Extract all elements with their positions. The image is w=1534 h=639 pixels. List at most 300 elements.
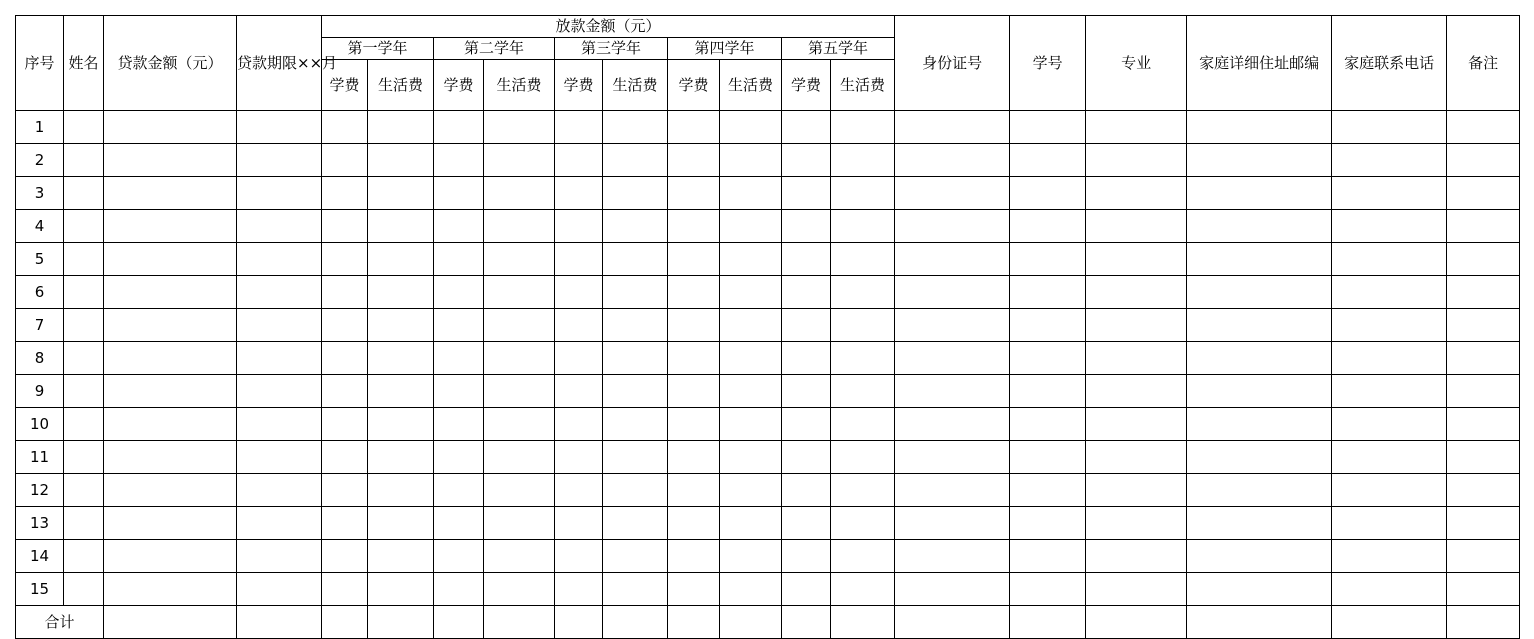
table-cell[interactable] bbox=[831, 210, 895, 243]
table-cell[interactable] bbox=[368, 309, 434, 342]
table-cell[interactable] bbox=[720, 474, 782, 507]
table-cell[interactable] bbox=[555, 441, 603, 474]
table-cell[interactable] bbox=[1332, 375, 1447, 408]
table-cell[interactable] bbox=[1332, 177, 1447, 210]
table-cell[interactable] bbox=[64, 441, 104, 474]
table-cell[interactable] bbox=[668, 144, 720, 177]
table-cell[interactable] bbox=[1086, 441, 1187, 474]
table-cell[interactable] bbox=[895, 144, 1010, 177]
table-cell[interactable] bbox=[1447, 507, 1520, 540]
table-cell[interactable] bbox=[1447, 210, 1520, 243]
table-cell[interactable] bbox=[668, 276, 720, 309]
table-cell[interactable] bbox=[1332, 111, 1447, 144]
table-cell[interactable] bbox=[895, 243, 1010, 276]
table-cell[interactable] bbox=[555, 573, 603, 606]
table-cell[interactable] bbox=[434, 342, 484, 375]
total-cell[interactable] bbox=[782, 606, 831, 639]
table-cell[interactable] bbox=[831, 441, 895, 474]
table-cell[interactable] bbox=[322, 210, 368, 243]
table-cell[interactable] bbox=[434, 474, 484, 507]
table-cell[interactable] bbox=[322, 507, 368, 540]
total-cell[interactable] bbox=[831, 606, 895, 639]
table-cell[interactable] bbox=[104, 243, 237, 276]
table-cell[interactable] bbox=[1086, 111, 1187, 144]
table-cell[interactable] bbox=[668, 441, 720, 474]
table-cell[interactable] bbox=[603, 474, 668, 507]
table-cell[interactable] bbox=[555, 474, 603, 507]
table-cell[interactable] bbox=[434, 375, 484, 408]
table-cell[interactable] bbox=[555, 375, 603, 408]
total-cell[interactable] bbox=[668, 606, 720, 639]
table-cell[interactable] bbox=[322, 177, 368, 210]
table-cell[interactable] bbox=[1332, 309, 1447, 342]
table-cell[interactable] bbox=[322, 441, 368, 474]
total-cell[interactable] bbox=[237, 606, 322, 639]
table-cell[interactable] bbox=[484, 111, 555, 144]
table-cell[interactable] bbox=[831, 276, 895, 309]
table-cell[interactable] bbox=[668, 540, 720, 573]
table-cell[interactable] bbox=[484, 144, 555, 177]
table-cell[interactable] bbox=[64, 144, 104, 177]
table-cell[interactable] bbox=[237, 210, 322, 243]
table-cell[interactable] bbox=[104, 507, 237, 540]
table-cell[interactable] bbox=[668, 111, 720, 144]
table-cell[interactable] bbox=[720, 375, 782, 408]
table-cell[interactable] bbox=[782, 309, 831, 342]
table-cell[interactable] bbox=[720, 342, 782, 375]
table-cell[interactable] bbox=[555, 408, 603, 441]
table-cell[interactable] bbox=[1010, 276, 1086, 309]
table-cell[interactable] bbox=[668, 573, 720, 606]
total-cell[interactable] bbox=[555, 606, 603, 639]
table-cell[interactable] bbox=[237, 540, 322, 573]
table-cell[interactable] bbox=[720, 408, 782, 441]
table-cell[interactable] bbox=[1447, 111, 1520, 144]
table-cell[interactable] bbox=[1086, 210, 1187, 243]
total-cell[interactable] bbox=[1332, 606, 1447, 639]
table-cell[interactable] bbox=[1010, 144, 1086, 177]
table-cell[interactable] bbox=[1187, 507, 1332, 540]
table-cell[interactable] bbox=[237, 375, 322, 408]
table-cell[interactable] bbox=[720, 177, 782, 210]
table-cell[interactable] bbox=[1086, 474, 1187, 507]
table-cell[interactable] bbox=[368, 408, 434, 441]
table-cell[interactable] bbox=[555, 144, 603, 177]
table-cell[interactable] bbox=[831, 573, 895, 606]
table-cell[interactable] bbox=[603, 441, 668, 474]
table-cell[interactable] bbox=[104, 408, 237, 441]
table-cell[interactable] bbox=[895, 474, 1010, 507]
table-cell[interactable] bbox=[1447, 243, 1520, 276]
table-cell[interactable] bbox=[1187, 342, 1332, 375]
table-cell[interactable] bbox=[104, 276, 237, 309]
total-cell[interactable] bbox=[434, 606, 484, 639]
table-cell[interactable] bbox=[1447, 573, 1520, 606]
total-cell[interactable] bbox=[484, 606, 555, 639]
table-cell[interactable] bbox=[64, 573, 104, 606]
table-cell[interactable] bbox=[434, 309, 484, 342]
table-cell[interactable] bbox=[484, 309, 555, 342]
table-cell[interactable] bbox=[603, 210, 668, 243]
table-cell[interactable] bbox=[1332, 144, 1447, 177]
total-cell[interactable] bbox=[104, 606, 237, 639]
table-cell[interactable] bbox=[603, 177, 668, 210]
table-cell[interactable] bbox=[484, 540, 555, 573]
table-cell[interactable] bbox=[603, 144, 668, 177]
table-cell[interactable] bbox=[720, 210, 782, 243]
table-cell[interactable] bbox=[1086, 177, 1187, 210]
table-cell[interactable] bbox=[1332, 573, 1447, 606]
table-cell[interactable] bbox=[720, 276, 782, 309]
table-cell[interactable] bbox=[368, 177, 434, 210]
total-cell[interactable] bbox=[322, 606, 368, 639]
table-cell[interactable] bbox=[555, 111, 603, 144]
table-cell[interactable] bbox=[104, 441, 237, 474]
table-cell[interactable] bbox=[782, 144, 831, 177]
table-cell[interactable] bbox=[782, 177, 831, 210]
table-cell[interactable] bbox=[782, 375, 831, 408]
table-cell[interactable] bbox=[64, 540, 104, 573]
table-cell[interactable] bbox=[484, 408, 555, 441]
table-cell[interactable] bbox=[1447, 309, 1520, 342]
table-cell[interactable] bbox=[1187, 177, 1332, 210]
table-cell[interactable] bbox=[484, 441, 555, 474]
table-cell[interactable] bbox=[831, 375, 895, 408]
table-cell[interactable] bbox=[782, 540, 831, 573]
table-cell[interactable] bbox=[1447, 342, 1520, 375]
table-cell[interactable] bbox=[668, 474, 720, 507]
table-cell[interactable] bbox=[1447, 441, 1520, 474]
table-cell[interactable] bbox=[484, 507, 555, 540]
table-cell[interactable] bbox=[484, 243, 555, 276]
table-cell[interactable] bbox=[831, 507, 895, 540]
table-cell[interactable] bbox=[895, 276, 1010, 309]
table-cell[interactable] bbox=[782, 342, 831, 375]
table-cell[interactable] bbox=[1086, 375, 1187, 408]
table-cell[interactable] bbox=[1086, 408, 1187, 441]
table-cell[interactable] bbox=[1010, 474, 1086, 507]
table-cell[interactable] bbox=[1332, 474, 1447, 507]
table-cell[interactable] bbox=[782, 474, 831, 507]
table-cell[interactable] bbox=[831, 111, 895, 144]
table-cell[interactable] bbox=[1086, 342, 1187, 375]
table-cell[interactable] bbox=[368, 441, 434, 474]
table-cell[interactable] bbox=[237, 144, 322, 177]
total-cell[interactable] bbox=[1086, 606, 1187, 639]
table-cell[interactable] bbox=[555, 243, 603, 276]
table-cell[interactable] bbox=[555, 177, 603, 210]
table-cell[interactable] bbox=[64, 276, 104, 309]
total-cell[interactable] bbox=[1010, 606, 1086, 639]
table-cell[interactable] bbox=[1332, 507, 1447, 540]
table-cell[interactable] bbox=[831, 474, 895, 507]
table-cell[interactable] bbox=[831, 540, 895, 573]
total-cell[interactable] bbox=[603, 606, 668, 639]
table-cell[interactable] bbox=[895, 408, 1010, 441]
table-cell[interactable] bbox=[782, 573, 831, 606]
table-cell[interactable] bbox=[322, 474, 368, 507]
table-cell[interactable] bbox=[720, 144, 782, 177]
table-cell[interactable] bbox=[484, 210, 555, 243]
table-cell[interactable] bbox=[1187, 309, 1332, 342]
table-cell[interactable] bbox=[322, 408, 368, 441]
table-cell[interactable] bbox=[603, 276, 668, 309]
table-cell[interactable] bbox=[895, 375, 1010, 408]
table-cell[interactable] bbox=[831, 243, 895, 276]
table-cell[interactable] bbox=[434, 177, 484, 210]
table-cell[interactable] bbox=[322, 540, 368, 573]
table-cell[interactable] bbox=[434, 144, 484, 177]
table-cell[interactable] bbox=[895, 177, 1010, 210]
table-cell[interactable] bbox=[895, 309, 1010, 342]
table-cell[interactable] bbox=[895, 111, 1010, 144]
table-cell[interactable] bbox=[555, 276, 603, 309]
table-cell[interactable] bbox=[1447, 540, 1520, 573]
table-cell[interactable] bbox=[237, 474, 322, 507]
table-cell[interactable] bbox=[1187, 441, 1332, 474]
table-cell[interactable] bbox=[368, 243, 434, 276]
table-cell[interactable] bbox=[64, 474, 104, 507]
table-cell[interactable] bbox=[603, 375, 668, 408]
table-cell[interactable] bbox=[104, 342, 237, 375]
table-cell[interactable] bbox=[1447, 144, 1520, 177]
table-cell[interactable] bbox=[322, 144, 368, 177]
table-cell[interactable] bbox=[104, 210, 237, 243]
table-cell[interactable] bbox=[237, 309, 322, 342]
table-cell[interactable] bbox=[831, 144, 895, 177]
table-cell[interactable] bbox=[782, 507, 831, 540]
table-cell[interactable] bbox=[322, 342, 368, 375]
table-cell[interactable] bbox=[322, 243, 368, 276]
table-cell[interactable] bbox=[237, 573, 322, 606]
table-cell[interactable] bbox=[64, 408, 104, 441]
table-cell[interactable] bbox=[1187, 144, 1332, 177]
table-cell[interactable] bbox=[603, 342, 668, 375]
table-cell[interactable] bbox=[368, 474, 434, 507]
table-cell[interactable] bbox=[668, 243, 720, 276]
table-cell[interactable] bbox=[603, 408, 668, 441]
table-cell[interactable] bbox=[668, 408, 720, 441]
table-cell[interactable] bbox=[484, 342, 555, 375]
table-cell[interactable] bbox=[782, 210, 831, 243]
table-cell[interactable] bbox=[434, 276, 484, 309]
table-cell[interactable] bbox=[831, 408, 895, 441]
table-cell[interactable] bbox=[434, 441, 484, 474]
table-cell[interactable] bbox=[720, 111, 782, 144]
table-cell[interactable] bbox=[555, 507, 603, 540]
table-cell[interactable] bbox=[1332, 243, 1447, 276]
table-cell[interactable] bbox=[555, 210, 603, 243]
total-cell[interactable] bbox=[1447, 606, 1520, 639]
table-cell[interactable] bbox=[368, 342, 434, 375]
table-cell[interactable] bbox=[237, 177, 322, 210]
table-cell[interactable] bbox=[1010, 375, 1086, 408]
table-cell[interactable] bbox=[368, 507, 434, 540]
table-cell[interactable] bbox=[895, 507, 1010, 540]
table-cell[interactable] bbox=[368, 144, 434, 177]
table-cell[interactable] bbox=[555, 540, 603, 573]
table-cell[interactable] bbox=[720, 243, 782, 276]
table-cell[interactable] bbox=[1010, 111, 1086, 144]
table-cell[interactable] bbox=[1447, 375, 1520, 408]
table-cell[interactable] bbox=[1187, 474, 1332, 507]
table-cell[interactable] bbox=[1187, 540, 1332, 573]
table-cell[interactable] bbox=[484, 375, 555, 408]
table-cell[interactable] bbox=[1010, 309, 1086, 342]
total-cell[interactable] bbox=[368, 606, 434, 639]
table-cell[interactable] bbox=[720, 441, 782, 474]
table-cell[interactable] bbox=[895, 540, 1010, 573]
table-cell[interactable] bbox=[1187, 375, 1332, 408]
table-cell[interactable] bbox=[1332, 408, 1447, 441]
table-cell[interactable] bbox=[555, 309, 603, 342]
table-cell[interactable] bbox=[64, 375, 104, 408]
table-cell[interactable] bbox=[104, 111, 237, 144]
table-cell[interactable] bbox=[64, 243, 104, 276]
table-cell[interactable] bbox=[1187, 276, 1332, 309]
table-cell[interactable] bbox=[64, 507, 104, 540]
table-cell[interactable] bbox=[1447, 276, 1520, 309]
table-cell[interactable] bbox=[1086, 243, 1187, 276]
table-cell[interactable] bbox=[895, 342, 1010, 375]
table-cell[interactable] bbox=[668, 177, 720, 210]
table-cell[interactable] bbox=[237, 276, 322, 309]
table-cell[interactable] bbox=[434, 243, 484, 276]
table-cell[interactable] bbox=[368, 111, 434, 144]
table-cell[interactable] bbox=[1187, 573, 1332, 606]
table-cell[interactable] bbox=[603, 243, 668, 276]
table-cell[interactable] bbox=[1187, 408, 1332, 441]
table-cell[interactable] bbox=[1010, 243, 1086, 276]
table-cell[interactable] bbox=[782, 243, 831, 276]
total-cell[interactable] bbox=[1187, 606, 1332, 639]
table-cell[interactable] bbox=[1086, 573, 1187, 606]
table-cell[interactable] bbox=[1447, 408, 1520, 441]
total-cell[interactable] bbox=[895, 606, 1010, 639]
table-cell[interactable] bbox=[368, 540, 434, 573]
table-cell[interactable] bbox=[1086, 507, 1187, 540]
table-cell[interactable] bbox=[668, 375, 720, 408]
table-cell[interactable] bbox=[720, 540, 782, 573]
table-cell[interactable] bbox=[1086, 144, 1187, 177]
table-cell[interactable] bbox=[64, 309, 104, 342]
table-cell[interactable] bbox=[237, 342, 322, 375]
table-cell[interactable] bbox=[1086, 540, 1187, 573]
table-cell[interactable] bbox=[484, 177, 555, 210]
table-cell[interactable] bbox=[1010, 441, 1086, 474]
total-cell[interactable] bbox=[720, 606, 782, 639]
table-cell[interactable] bbox=[237, 243, 322, 276]
table-cell[interactable] bbox=[1010, 177, 1086, 210]
table-cell[interactable] bbox=[1010, 540, 1086, 573]
table-cell[interactable] bbox=[434, 540, 484, 573]
table-cell[interactable] bbox=[1332, 342, 1447, 375]
table-cell[interactable] bbox=[668, 342, 720, 375]
table-cell[interactable] bbox=[668, 309, 720, 342]
table-cell[interactable] bbox=[831, 309, 895, 342]
table-cell[interactable] bbox=[484, 474, 555, 507]
table-cell[interactable] bbox=[237, 111, 322, 144]
table-cell[interactable] bbox=[368, 375, 434, 408]
table-cell[interactable] bbox=[104, 474, 237, 507]
table-cell[interactable] bbox=[668, 507, 720, 540]
table-cell[interactable] bbox=[104, 309, 237, 342]
table-cell[interactable] bbox=[104, 573, 237, 606]
table-cell[interactable] bbox=[603, 540, 668, 573]
table-cell[interactable] bbox=[322, 375, 368, 408]
table-cell[interactable] bbox=[1447, 177, 1520, 210]
table-cell[interactable] bbox=[1332, 210, 1447, 243]
table-cell[interactable] bbox=[1010, 408, 1086, 441]
table-cell[interactable] bbox=[782, 408, 831, 441]
table-cell[interactable] bbox=[831, 342, 895, 375]
table-cell[interactable] bbox=[104, 375, 237, 408]
table-cell[interactable] bbox=[895, 441, 1010, 474]
table-cell[interactable] bbox=[1447, 474, 1520, 507]
table-cell[interactable] bbox=[64, 177, 104, 210]
table-cell[interactable] bbox=[603, 309, 668, 342]
table-cell[interactable] bbox=[1010, 210, 1086, 243]
table-cell[interactable] bbox=[1187, 243, 1332, 276]
table-cell[interactable] bbox=[322, 276, 368, 309]
table-cell[interactable] bbox=[603, 573, 668, 606]
table-cell[interactable] bbox=[1086, 309, 1187, 342]
table-cell[interactable] bbox=[237, 408, 322, 441]
table-cell[interactable] bbox=[104, 144, 237, 177]
table-cell[interactable] bbox=[484, 276, 555, 309]
table-cell[interactable] bbox=[64, 111, 104, 144]
table-cell[interactable] bbox=[368, 210, 434, 243]
table-cell[interactable] bbox=[64, 342, 104, 375]
table-cell[interactable] bbox=[1187, 210, 1332, 243]
table-cell[interactable] bbox=[104, 540, 237, 573]
table-cell[interactable] bbox=[322, 309, 368, 342]
table-cell[interactable] bbox=[555, 342, 603, 375]
table-cell[interactable] bbox=[1010, 507, 1086, 540]
table-cell[interactable] bbox=[1187, 111, 1332, 144]
table-cell[interactable] bbox=[322, 111, 368, 144]
table-cell[interactable] bbox=[782, 441, 831, 474]
table-cell[interactable] bbox=[782, 111, 831, 144]
table-cell[interactable] bbox=[603, 507, 668, 540]
table-cell[interactable] bbox=[434, 573, 484, 606]
table-cell[interactable] bbox=[720, 573, 782, 606]
table-cell[interactable] bbox=[782, 276, 831, 309]
table-cell[interactable] bbox=[104, 177, 237, 210]
table-cell[interactable] bbox=[368, 276, 434, 309]
table-cell[interactable] bbox=[831, 177, 895, 210]
table-cell[interactable] bbox=[1332, 441, 1447, 474]
table-cell[interactable] bbox=[434, 210, 484, 243]
table-cell[interactable] bbox=[322, 573, 368, 606]
table-cell[interactable] bbox=[720, 507, 782, 540]
table-cell[interactable] bbox=[720, 309, 782, 342]
table-cell[interactable] bbox=[895, 210, 1010, 243]
table-cell[interactable] bbox=[484, 573, 555, 606]
table-cell[interactable] bbox=[1332, 276, 1447, 309]
table-cell[interactable] bbox=[1010, 342, 1086, 375]
table-cell[interactable] bbox=[895, 573, 1010, 606]
table-cell[interactable] bbox=[1332, 540, 1447, 573]
table-cell[interactable] bbox=[368, 573, 434, 606]
table-cell[interactable] bbox=[434, 111, 484, 144]
table-cell[interactable] bbox=[237, 441, 322, 474]
table-cell[interactable] bbox=[1010, 573, 1086, 606]
table-cell[interactable] bbox=[434, 408, 484, 441]
table-cell[interactable] bbox=[434, 507, 484, 540]
table-cell[interactable] bbox=[603, 111, 668, 144]
table-cell[interactable] bbox=[64, 210, 104, 243]
